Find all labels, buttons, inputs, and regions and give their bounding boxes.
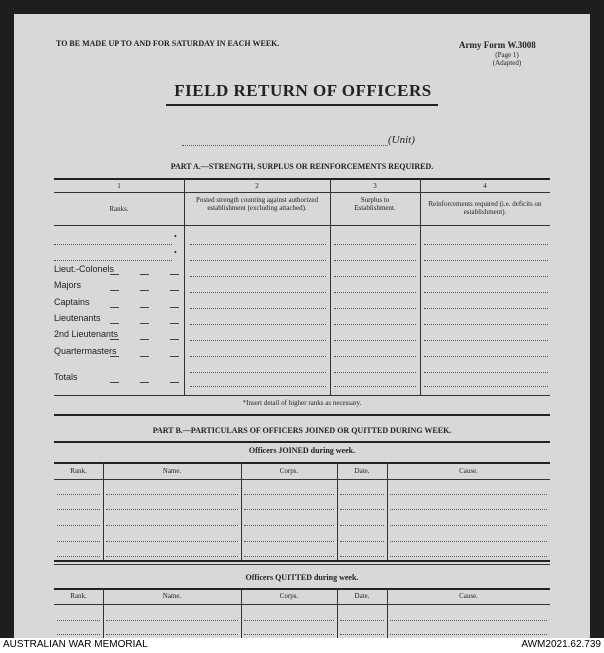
posted-strength-cell[interactable] bbox=[190, 386, 326, 387]
title-underline bbox=[166, 104, 438, 106]
entry-cell[interactable] bbox=[57, 509, 100, 510]
col-header-posted-strength: Posted strength counting against authorized establishment (excluding attached). bbox=[195, 196, 319, 212]
posted-strength-cell[interactable] bbox=[190, 276, 326, 277]
rank-dash bbox=[140, 323, 149, 324]
entry-cell[interactable] bbox=[106, 556, 238, 557]
column-header: Rank. bbox=[70, 592, 87, 600]
column-header: Cause. bbox=[459, 592, 478, 600]
entry-cell[interactable] bbox=[106, 620, 238, 621]
page-title: FIELD RETURN OF OFFICERS bbox=[174, 81, 432, 100]
entry-cell[interactable] bbox=[340, 494, 384, 495]
entry-cell[interactable] bbox=[244, 541, 334, 542]
asterisk-mark: • bbox=[174, 248, 177, 257]
form-number: Army Form W.3008 bbox=[459, 40, 536, 50]
entry-cell[interactable] bbox=[390, 494, 547, 495]
entry-cell[interactable] bbox=[106, 525, 238, 526]
entry-cell[interactable] bbox=[340, 634, 384, 635]
part-a-top-rule bbox=[54, 178, 550, 180]
rank-dash bbox=[110, 290, 119, 291]
col-number-3: 3 bbox=[373, 182, 377, 190]
rank-dash bbox=[110, 323, 119, 324]
entry-cell[interactable] bbox=[244, 620, 334, 621]
entry-cell[interactable] bbox=[390, 525, 547, 526]
column-header: Rank. bbox=[70, 467, 87, 475]
reinforcements-cell[interactable] bbox=[424, 324, 548, 325]
entry-cell[interactable] bbox=[106, 634, 238, 635]
posted-strength-cell[interactable] bbox=[190, 356, 326, 357]
part-a-heading: PART A.—STRENGTH, SURPLUS OR REINFORCEMENTS REQUIRED. bbox=[170, 162, 434, 171]
rank-dash bbox=[170, 382, 179, 383]
quitted-title: Officers QUITTED during week. bbox=[245, 573, 359, 582]
column-header: Corps. bbox=[279, 592, 299, 600]
rank-dash bbox=[110, 356, 119, 357]
posted-strength-cell[interactable] bbox=[190, 292, 326, 293]
rank-dash bbox=[140, 274, 149, 275]
reinforcements-cell[interactable] bbox=[424, 340, 548, 341]
surplus-cell[interactable] bbox=[334, 356, 416, 357]
entry-cell[interactable] bbox=[340, 620, 384, 621]
rank-dash bbox=[140, 307, 149, 308]
entry-cell[interactable] bbox=[57, 620, 100, 621]
col-header-surplus: Surplus to Establishment. bbox=[354, 196, 396, 212]
entry-cell[interactable] bbox=[244, 494, 334, 495]
rank-label: Majors bbox=[54, 280, 82, 290]
entry-cell[interactable] bbox=[390, 509, 547, 510]
reinforcements-cell[interactable] bbox=[424, 260, 548, 261]
part-b-heading: PART B.—PARTICULARS OF OFFICERS JOINED OR QUITTED DURING WEEK. bbox=[152, 426, 452, 435]
col-number-4: 4 bbox=[483, 182, 487, 190]
rank-dash bbox=[170, 323, 179, 324]
surplus-cell[interactable] bbox=[334, 292, 416, 293]
surplus-cell[interactable] bbox=[334, 276, 416, 277]
column-divider bbox=[241, 462, 242, 560]
entry-cell[interactable] bbox=[57, 494, 100, 495]
reinforcements-cell[interactable] bbox=[424, 356, 548, 357]
rank-dash bbox=[110, 274, 119, 275]
entry-cell[interactable] bbox=[340, 525, 384, 526]
rank-dash bbox=[140, 339, 149, 340]
footer-institution: AUSTRALIAN WAR MEMORIAL bbox=[3, 639, 148, 650]
archive-footer bbox=[0, 638, 604, 653]
posted-strength-cell[interactable] bbox=[190, 260, 326, 261]
rank-label: 2nd Lieutenants bbox=[54, 329, 119, 339]
entry-cell[interactable] bbox=[57, 556, 100, 557]
surplus-cell[interactable] bbox=[334, 308, 416, 309]
rank-label: Quartermasters bbox=[54, 346, 117, 356]
rank-dash bbox=[170, 339, 179, 340]
column-header: Name. bbox=[162, 467, 182, 475]
entry-cell[interactable] bbox=[244, 509, 334, 510]
rank-dash bbox=[110, 339, 119, 340]
higher-rank-entry-1[interactable] bbox=[54, 244, 172, 245]
reinforcements-cell[interactable] bbox=[424, 244, 548, 245]
reinforcements-cell[interactable] bbox=[424, 372, 548, 373]
column-header: Date. bbox=[354, 467, 370, 475]
column-header: Date. bbox=[354, 592, 370, 600]
rank-label: Captains bbox=[54, 297, 90, 307]
entry-cell[interactable] bbox=[340, 509, 384, 510]
entry-cell[interactable] bbox=[390, 556, 547, 557]
higher-rank-entry-2[interactable] bbox=[54, 260, 172, 261]
surplus-cell[interactable] bbox=[334, 244, 416, 245]
form-page bbox=[14, 14, 590, 638]
entry-cell[interactable] bbox=[57, 634, 100, 635]
totals-label: Totals bbox=[54, 372, 78, 382]
column-divider bbox=[337, 462, 338, 560]
footer-accession: AWM2021.62.739 bbox=[521, 639, 601, 650]
column-divider bbox=[387, 462, 388, 560]
entry-cell[interactable] bbox=[390, 541, 547, 542]
surplus-cell[interactable] bbox=[334, 260, 416, 261]
rank-dash bbox=[140, 382, 149, 383]
surplus-cell[interactable] bbox=[334, 340, 416, 341]
col-header-ranks: Ranks. bbox=[109, 205, 129, 213]
surplus-cell[interactable] bbox=[334, 372, 416, 373]
column-header: Name. bbox=[162, 592, 182, 600]
entry-cell[interactable] bbox=[390, 620, 547, 621]
column-header: Corps. bbox=[279, 467, 299, 475]
entry-cell[interactable] bbox=[390, 634, 547, 635]
rank-dash bbox=[110, 307, 119, 308]
rank-dash bbox=[170, 356, 179, 357]
asterisk-mark: • bbox=[174, 232, 177, 241]
posted-strength-cell[interactable] bbox=[190, 372, 326, 373]
form-page-ref: (Page 1) bbox=[495, 51, 519, 59]
footnote: *Insert detail of higher ranks as necessary. bbox=[242, 399, 362, 407]
rank-dash bbox=[170, 290, 179, 291]
entry-cell[interactable] bbox=[106, 509, 238, 510]
rank-dash bbox=[170, 307, 179, 308]
rank-dash bbox=[140, 356, 149, 357]
rank-dash bbox=[170, 274, 179, 275]
entry-cell[interactable] bbox=[244, 525, 334, 526]
rank-dash bbox=[140, 290, 149, 291]
posted-strength-cell[interactable] bbox=[190, 340, 326, 341]
entry-cell[interactable] bbox=[57, 541, 100, 542]
posted-strength-cell[interactable] bbox=[190, 324, 326, 325]
col-header-reinforcements: Reinforcements required (i.e. deficits on establishment). bbox=[428, 200, 542, 216]
form-adapted: (Adapted) bbox=[492, 59, 522, 67]
posted-strength-cell[interactable] bbox=[190, 308, 326, 309]
rank-label: Lieut.-Colonels bbox=[54, 264, 115, 274]
joined-title: Officers JOINED during week. bbox=[248, 446, 356, 455]
entry-cell[interactable] bbox=[340, 541, 384, 542]
col-number-1: 1 bbox=[117, 182, 121, 190]
surplus-cell[interactable] bbox=[334, 324, 416, 325]
surplus-cell[interactable] bbox=[334, 386, 416, 387]
weekly-instruction: TO BE MADE UP TO AND FOR SATURDAY IN EACH WEEK. bbox=[56, 39, 280, 48]
entry-cell[interactable] bbox=[244, 634, 334, 635]
reinforcements-cell[interactable] bbox=[424, 386, 548, 387]
reinforcements-cell[interactable] bbox=[424, 308, 548, 309]
entry-cell[interactable] bbox=[106, 541, 238, 542]
col-number-2: 2 bbox=[255, 182, 259, 190]
column-header: Cause. bbox=[459, 467, 478, 475]
reinforcements-cell[interactable] bbox=[424, 276, 548, 277]
entry-cell[interactable] bbox=[57, 525, 100, 526]
unit-field[interactable] bbox=[182, 145, 388, 146]
entry-cell[interactable] bbox=[340, 556, 384, 557]
unit-label: (Unit) bbox=[388, 134, 415, 146]
rank-dash bbox=[110, 382, 119, 383]
rank-label: Lieutenants bbox=[54, 313, 101, 323]
posted-strength-cell[interactable] bbox=[190, 244, 326, 245]
entry-cell[interactable] bbox=[106, 494, 238, 495]
column-divider bbox=[103, 462, 104, 560]
entry-cell[interactable] bbox=[244, 556, 334, 557]
reinforcements-cell[interactable] bbox=[424, 292, 548, 293]
